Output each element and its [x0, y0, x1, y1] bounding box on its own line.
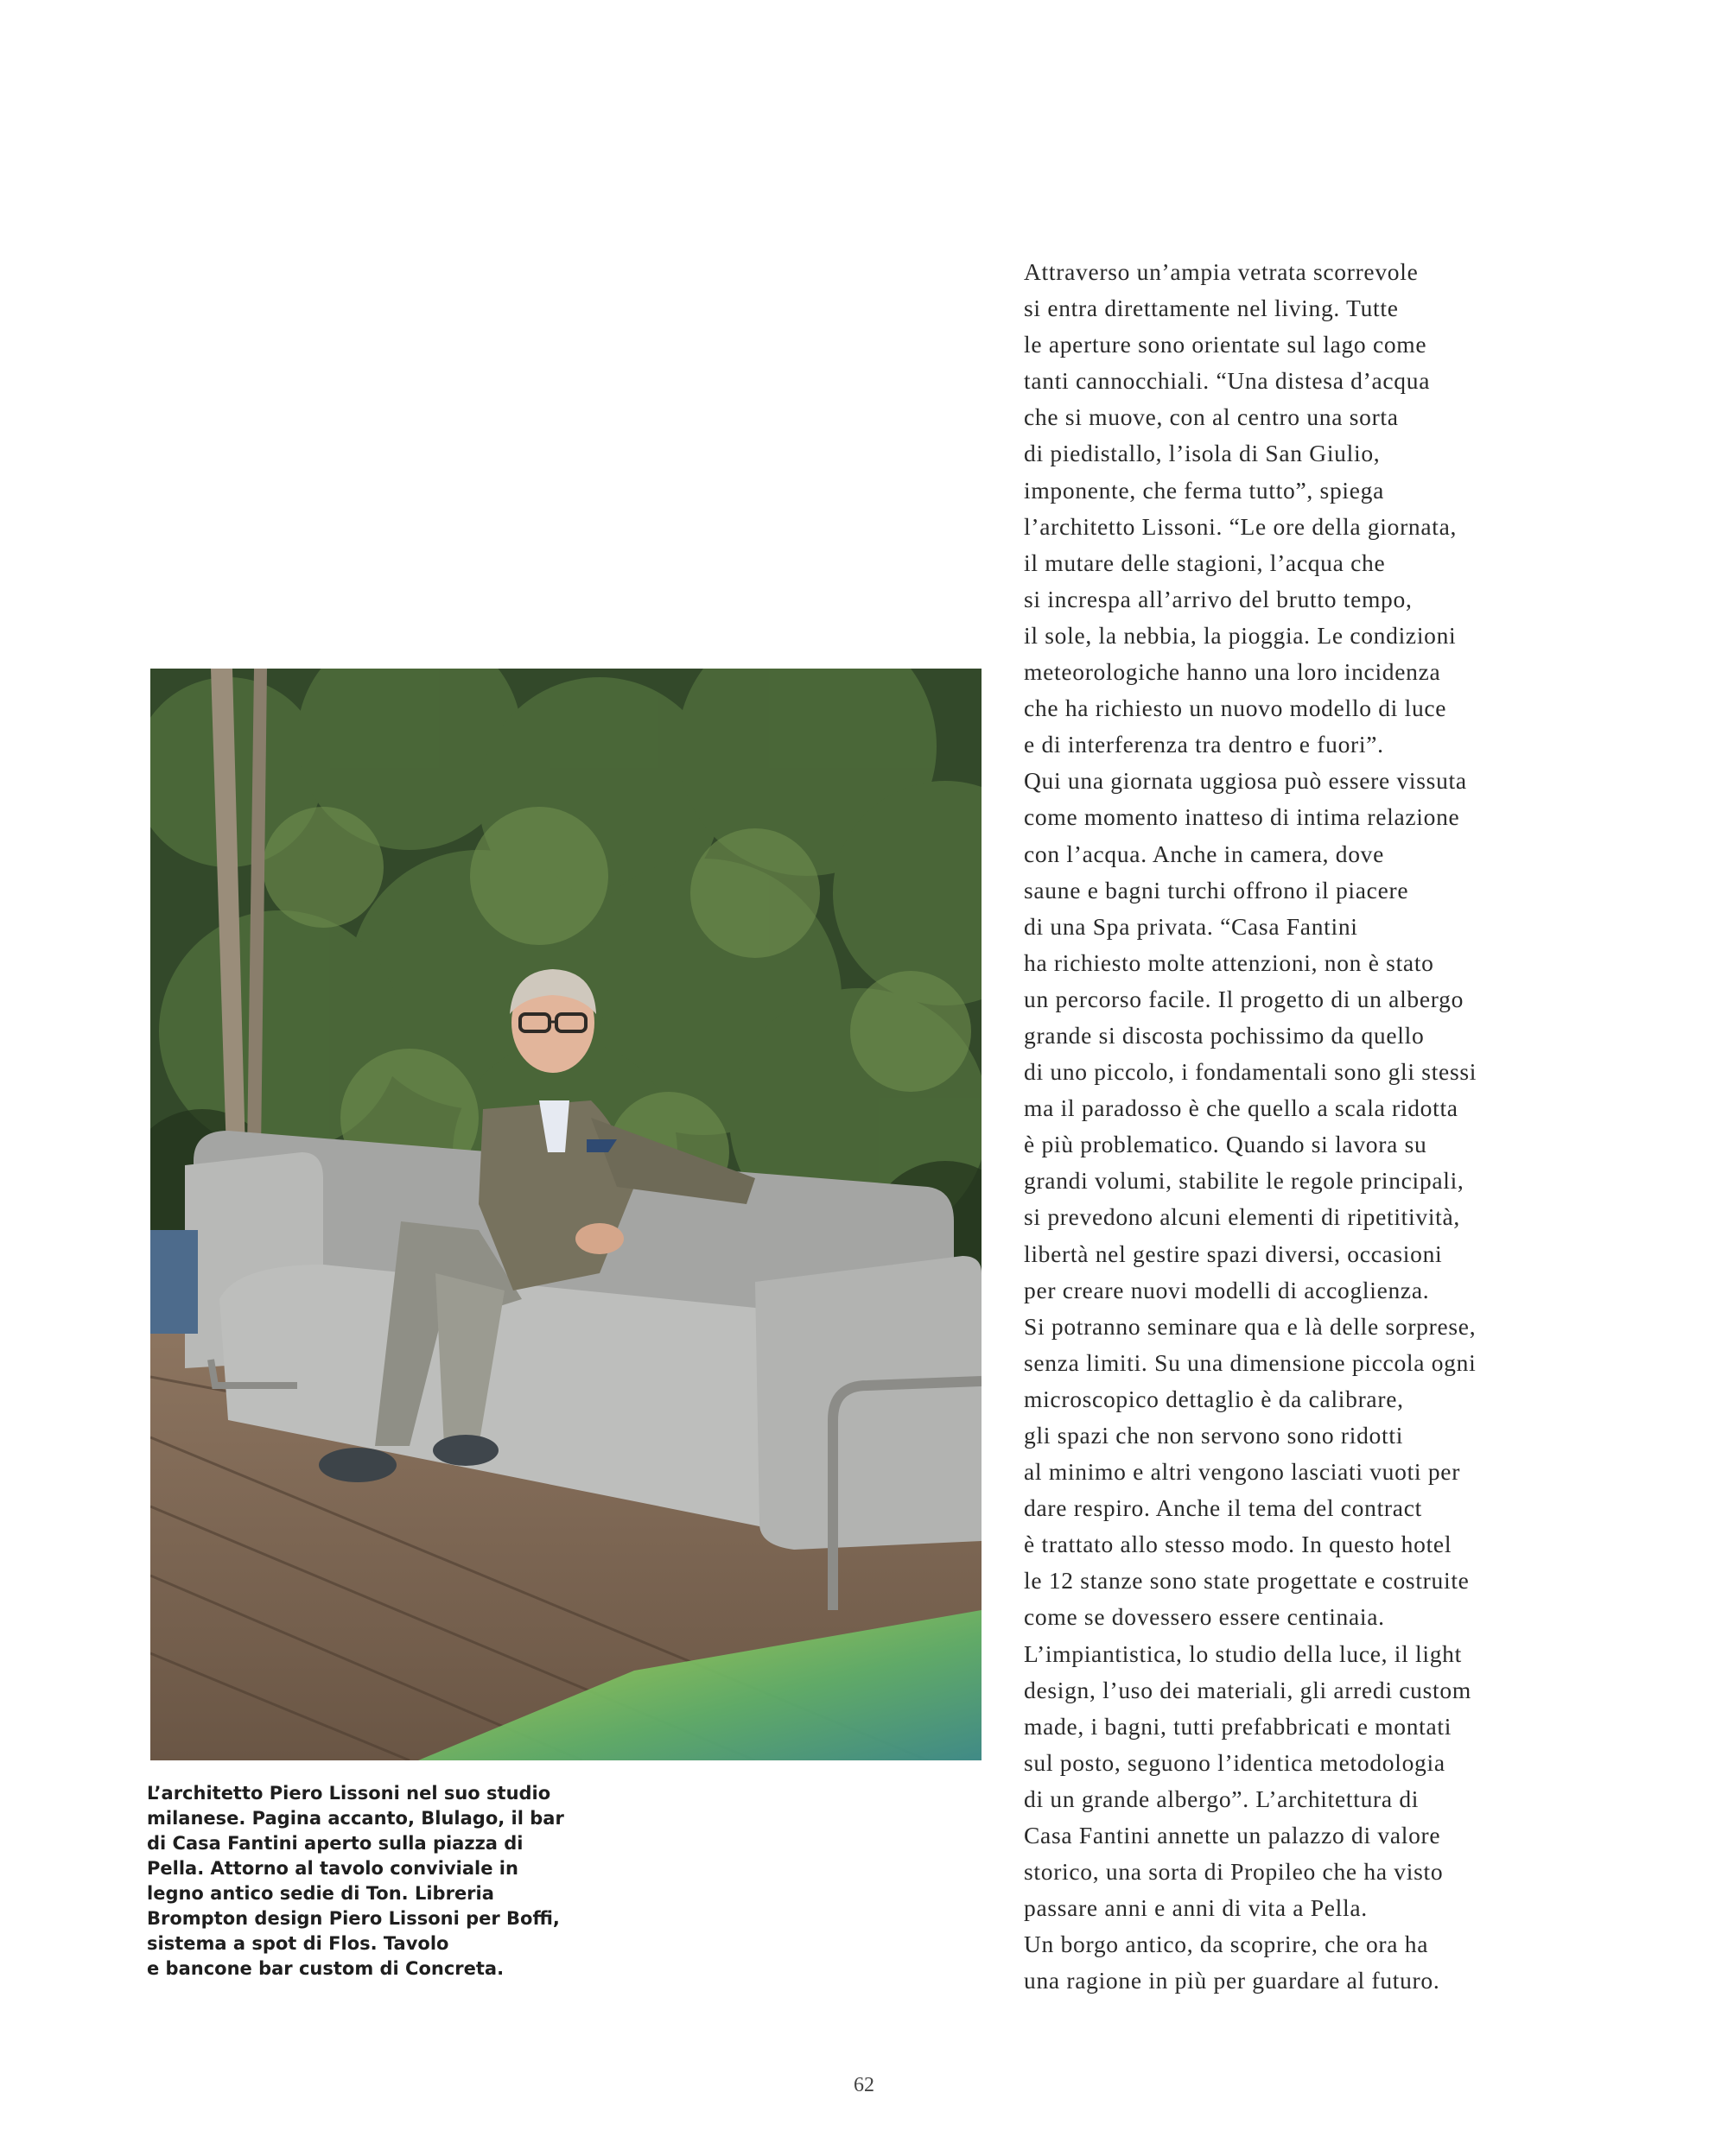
body-line: Casa Fantini annette un palazzo di valore — [1024, 1822, 1441, 1849]
caption-line: Brompton design Piero Lissoni per Boffi, — [147, 1908, 560, 1929]
body-line: si increspa all’arrivo del brutto tempo, — [1024, 585, 1413, 612]
caption-line: sistema a spot di Flos. Tavolo — [147, 1933, 449, 1954]
body-line: storico, una sorta di Propileo che ha visto — [1024, 1858, 1444, 1886]
body-line: una ragione in più per guardare al futuro. — [1024, 1967, 1440, 1994]
body-line: dare respiro. Anche il tema del contract — [1024, 1494, 1422, 1522]
body-line: l’architetto Lissoni. “Le ore della giornata, — [1024, 512, 1458, 540]
photo-caption — [147, 1781, 605, 1982]
caption-line: legno antico sedie di Ton. Libreria — [147, 1883, 494, 1904]
body-line: per creare nuovi modelli di accoglienza. — [1024, 1276, 1430, 1303]
body-line: di piedistallo, l’isola di San Giulio, — [1024, 440, 1381, 467]
body-line: meteorologiche hanno una loro incidenza — [1024, 658, 1441, 686]
body-line: grande si discosta pochissimo da quello — [1024, 1021, 1425, 1049]
body-line: saune e bagni turchi offrono il piacere — [1024, 876, 1409, 904]
body-line: il sole, la nebbia, la pioggia. Le condizioni — [1024, 621, 1457, 649]
article-body — [1024, 254, 1577, 2000]
body-line: si prevedono alcuni elementi di ripetitività, — [1024, 1203, 1460, 1231]
caption-line: e bancone bar custom di Concreta. — [147, 1958, 505, 1979]
body-line: ha richiesto molte attenzioni, non è stato — [1024, 948, 1434, 976]
caption-line: milanese. Pagina accanto, Blulago, il bar — [147, 1808, 564, 1829]
caption-line: Pella. Attorno al tavolo conviviale in — [147, 1858, 518, 1879]
portrait-photo — [150, 669, 982, 1760]
body-line: imponente, che ferma tutto”, spiega — [1024, 476, 1384, 504]
body-line: è trattato allo stesso modo. In questo hotel — [1024, 1531, 1452, 1558]
body-line: è più problematico. Quando si lavora su — [1024, 1131, 1427, 1158]
body-line: che ha richiesto un nuovo modello di luce — [1024, 694, 1447, 722]
body-line: passare anni e anni di vita a Pella. — [1024, 1894, 1368, 1922]
body-line: un percorso facile. Il progetto di un albergo — [1024, 985, 1464, 1012]
body-line: con l’acqua. Anche in camera, dove — [1024, 840, 1385, 867]
body-line: di un grande albergo”. L’architettura di — [1024, 1785, 1420, 1812]
body-line: ma il paradosso è che quello a scala ridotta — [1024, 1094, 1458, 1122]
body-line: grandi volumi, stabilite le regole principali, — [1024, 1167, 1464, 1195]
body-line: Attraverso un’ampia vetrata scorrevole — [1024, 258, 1419, 285]
body-line: microscopico dettaglio è da calibrare, — [1024, 1385, 1404, 1412]
body-line: senza limiti. Su una dimensione piccola ogni — [1024, 1348, 1477, 1376]
body-line: che si muove, con al centro una sorta — [1024, 403, 1399, 431]
body-line: al minimo e altri vengono lasciati vuoti per — [1024, 1458, 1461, 1486]
body-line: libertà nel gestire spazi diversi, occasioni — [1024, 1240, 1443, 1267]
body-line: si entra direttamente nel living. Tutte — [1024, 295, 1399, 322]
caption-line: L’architetto Piero Lissoni nel suo studio — [147, 1783, 551, 1804]
body-line: di uno piccolo, i fondamentali sono gli stessi — [1024, 1058, 1477, 1086]
body-line: il mutare delle stagioni, l’acqua che — [1024, 549, 1386, 576]
body-line: design, l’uso dei materiali, gli arredi custom — [1024, 1676, 1471, 1703]
body-line: come se dovessero essere centinaia. — [1024, 1603, 1385, 1631]
body-line: Un borgo antico, da scoprire, che ora ha — [1024, 1931, 1429, 1958]
body-line: le aperture sono orientate sul lago come — [1024, 331, 1427, 358]
body-line: Si potranno seminare qua e là delle sorprese, — [1024, 1312, 1477, 1340]
body-line: e di interferenza tra dentro e fuori”. — [1024, 731, 1384, 758]
body-line: made, i bagni, tutti prefabbricati e montati — [1024, 1712, 1452, 1740]
page-number: 62 — [854, 2074, 874, 2096]
body-line: le 12 stanze sono state progettate e costruite — [1024, 1567, 1470, 1595]
body-line: come momento inatteso di intima relazione — [1024, 803, 1460, 831]
body-line: gli spazi che non servono sono ridotti — [1024, 1422, 1404, 1449]
body-line: tanti cannocchiali. “Una distesa d’acqua — [1024, 367, 1431, 395]
body-line: L’impiantistica, lo studio della luce, il light — [1024, 1639, 1462, 1667]
caption-line: di Casa Fantini aperto sulla piazza di — [147, 1833, 524, 1854]
body-line: sul posto, seguono l’identica metodologia — [1024, 1748, 1445, 1776]
body-line: Qui una giornata uggiosa può essere vissuta — [1024, 767, 1467, 795]
body-line: di una Spa privata. “Casa Fantini — [1024, 912, 1358, 940]
